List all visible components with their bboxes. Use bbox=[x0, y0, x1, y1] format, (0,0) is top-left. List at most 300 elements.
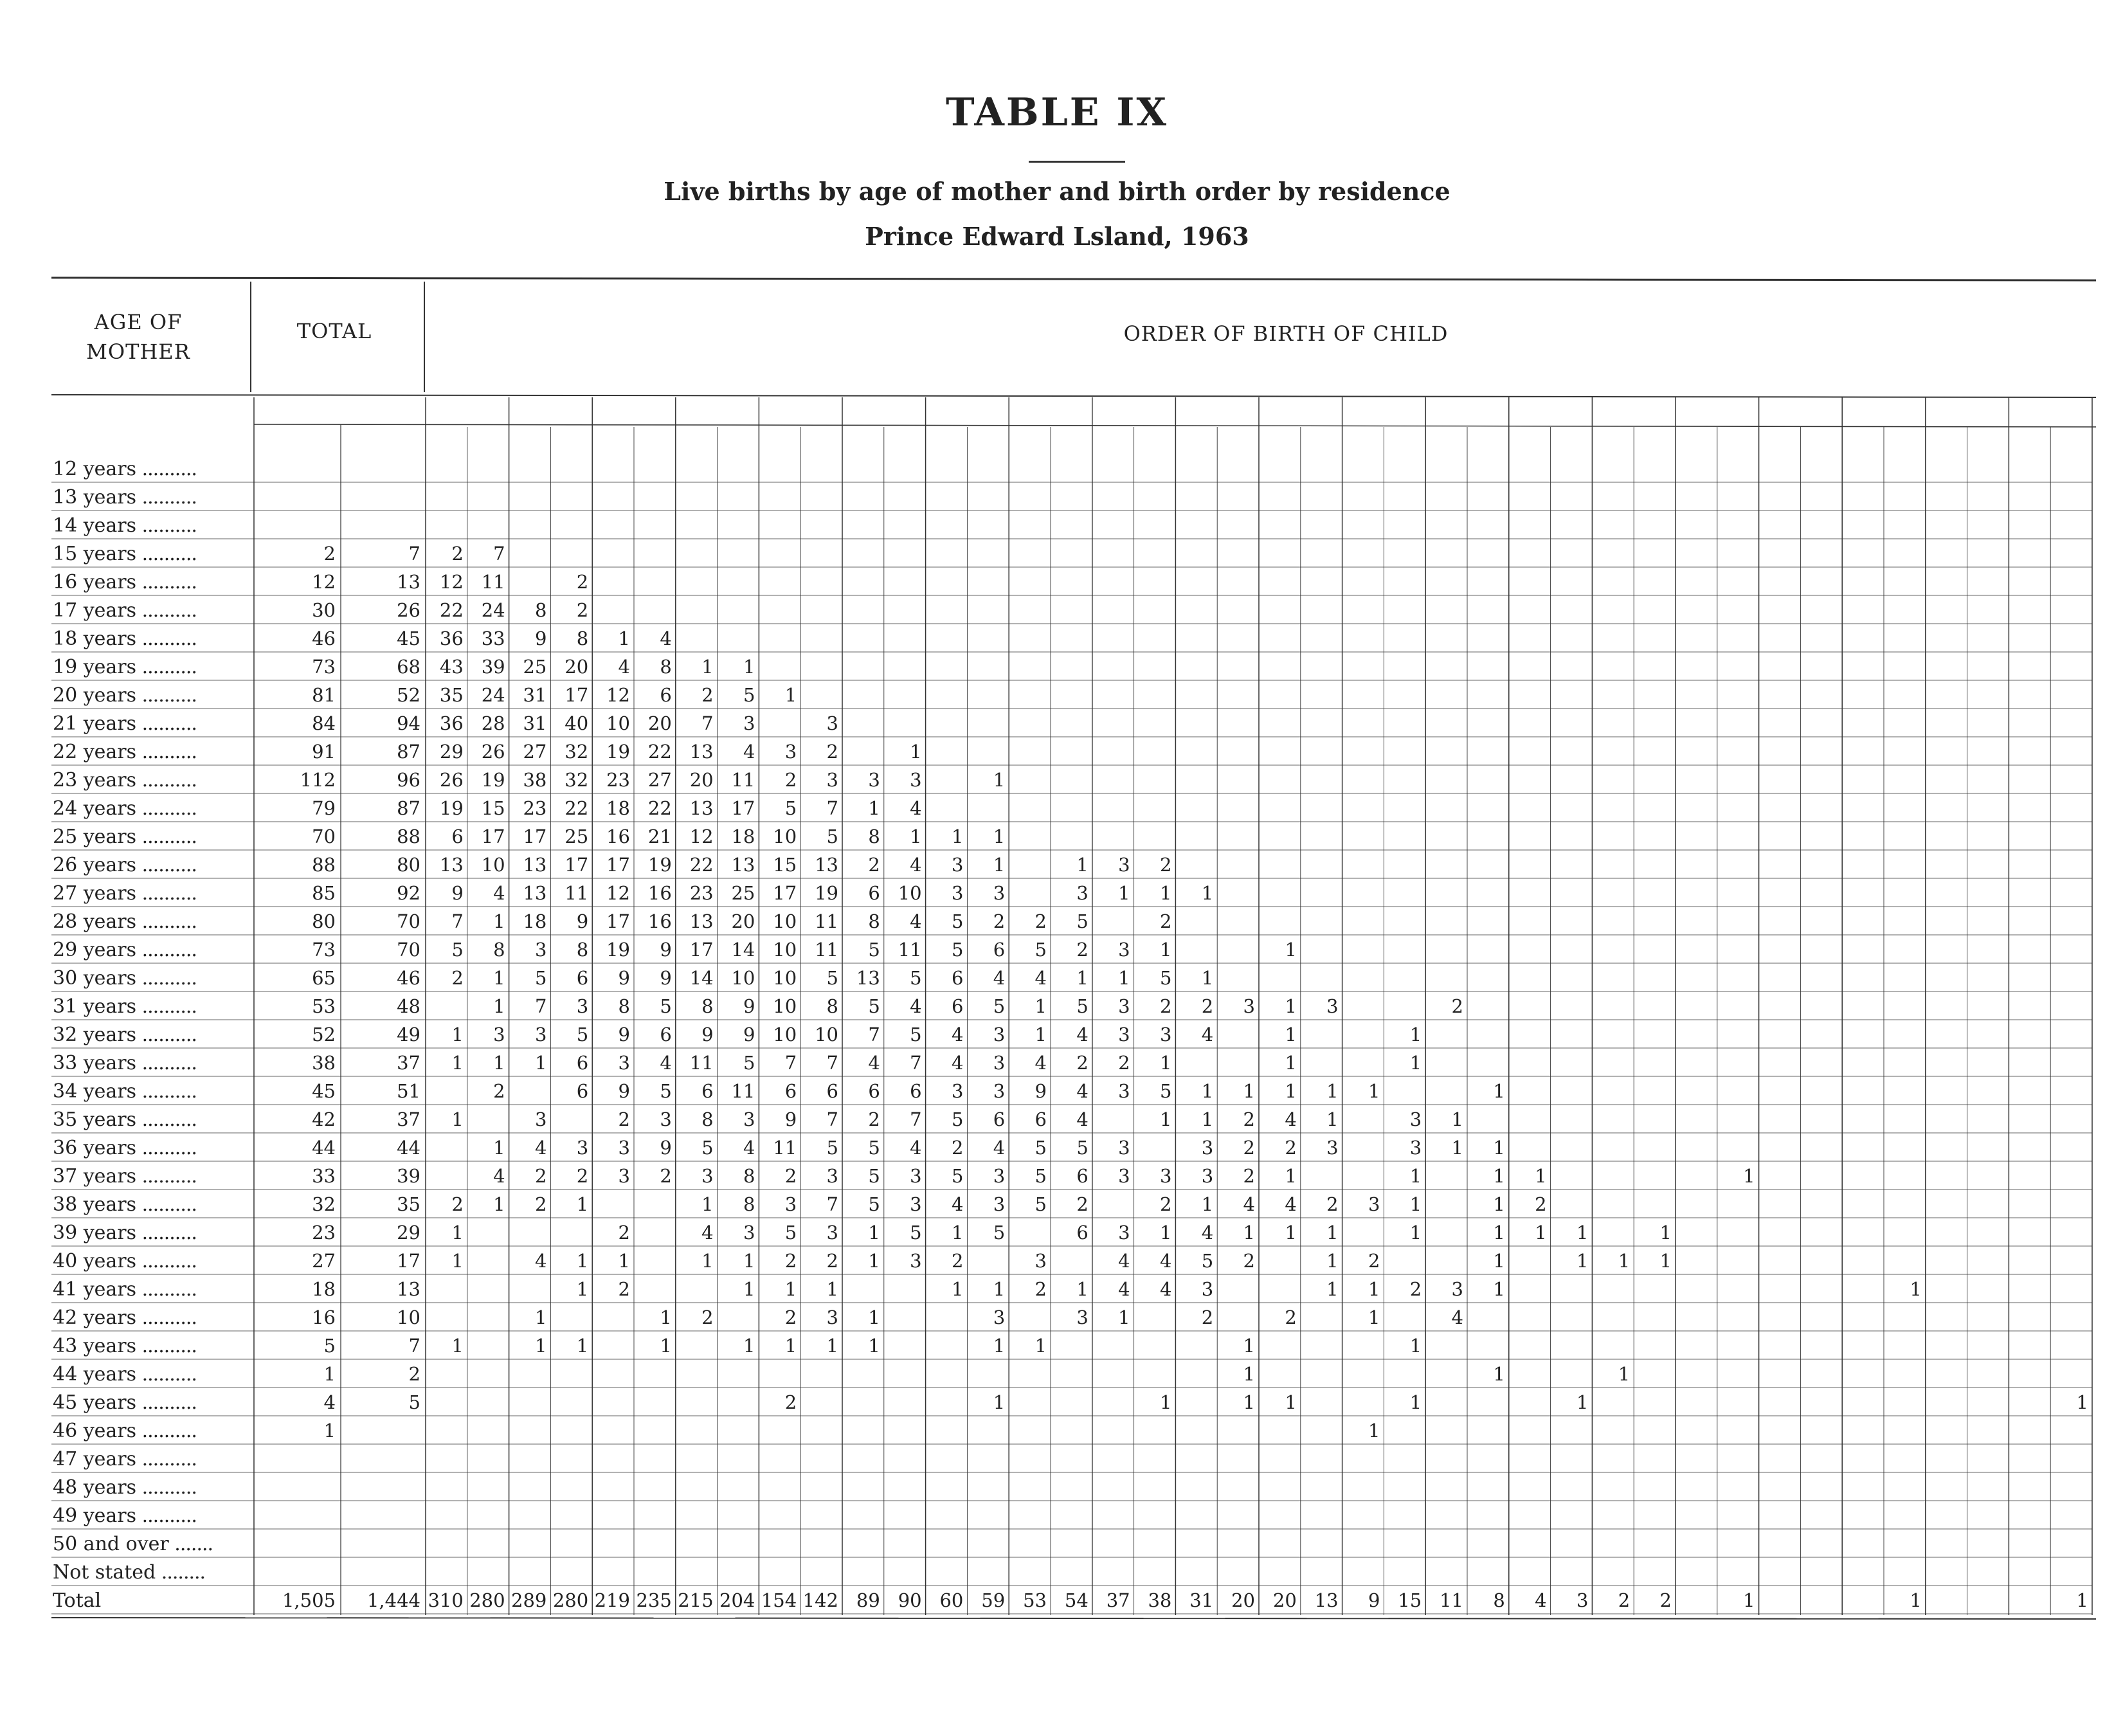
order-cell: 1 bbox=[1409, 1052, 1422, 1074]
order-cell: 10 bbox=[815, 1024, 838, 1045]
order-cell: 2 bbox=[701, 684, 714, 706]
order-cell: 6 bbox=[826, 1080, 838, 1102]
mf-header-rule bbox=[254, 424, 2096, 427]
order-cell: 1 bbox=[1159, 1108, 1172, 1130]
order-cell: 4 bbox=[868, 1052, 880, 1074]
subtitle-place-year: Prince Edward Lsland, 1963 bbox=[865, 222, 1249, 251]
leader-dots: .......... bbox=[136, 656, 197, 678]
order-cell: 10 bbox=[481, 854, 505, 876]
male-total: 44 bbox=[312, 1137, 336, 1159]
order-cell: 23 bbox=[606, 769, 630, 791]
order-cell: 11 bbox=[815, 910, 838, 932]
row-label-text: 20 years bbox=[53, 684, 137, 707]
row-label bbox=[53, 1363, 249, 1386]
row-label bbox=[53, 1448, 249, 1470]
order-cell: 21 bbox=[647, 826, 672, 847]
male-total: 1 bbox=[323, 1363, 336, 1385]
order-cell: 3 bbox=[618, 1165, 630, 1187]
order-cell: 3 bbox=[576, 995, 589, 1017]
female-total: 70 bbox=[397, 910, 420, 932]
male-total: 1 bbox=[323, 1420, 336, 1442]
order-cell: 5 bbox=[826, 826, 838, 847]
leader-dots: .......... bbox=[136, 910, 197, 933]
order-cell: 142 bbox=[802, 1589, 838, 1611]
leader-dots: .......... bbox=[136, 995, 197, 1018]
order-cell: 1 bbox=[1285, 1080, 1297, 1102]
order-cell: 2 bbox=[534, 1165, 547, 1187]
order-cell: 1 bbox=[1409, 1193, 1422, 1215]
row-label-text: 50 and over bbox=[53, 1533, 169, 1555]
order-cell: 13 bbox=[523, 882, 547, 904]
row-label-text: 39 years bbox=[53, 1222, 137, 1244]
order-cell: 53 bbox=[1023, 1589, 1047, 1611]
order-cell: 3 bbox=[951, 882, 964, 904]
order-cell: 1 bbox=[534, 1335, 547, 1357]
row-label bbox=[53, 628, 249, 650]
order-cell: 1 bbox=[1368, 1080, 1380, 1102]
order-cell: 17 bbox=[689, 939, 714, 961]
order-cell: 1 bbox=[1243, 1080, 1255, 1102]
order-cell: 1 bbox=[951, 826, 964, 847]
order-cell: 8 bbox=[701, 1108, 714, 1130]
row-label-text: 21 years bbox=[53, 712, 137, 735]
order-cell: 4 bbox=[534, 1250, 547, 1272]
order-cell: 22 bbox=[439, 599, 464, 621]
row-label bbox=[53, 741, 249, 763]
order-cell: 20 bbox=[565, 656, 589, 678]
order-cell: 2 bbox=[1118, 1052, 1130, 1074]
order-cell: 3 bbox=[1159, 1165, 1172, 1187]
order-cell: 2 bbox=[784, 769, 797, 791]
order-cell: 3 bbox=[1118, 939, 1130, 961]
order-cell: 36 bbox=[439, 712, 464, 734]
row-label bbox=[53, 1024, 249, 1046]
order-cell: 6 bbox=[701, 1080, 714, 1102]
female-total: 37 bbox=[397, 1108, 420, 1130]
order-cell: 6 bbox=[993, 939, 1006, 961]
order-cell: 1 bbox=[2076, 1589, 2088, 1611]
order-cell: 31 bbox=[523, 684, 547, 706]
order-cell: 13 bbox=[856, 967, 880, 989]
order-cell: 5 bbox=[910, 1222, 922, 1243]
order-cell: 3 bbox=[993, 1024, 1006, 1045]
leader-dots: .......... bbox=[136, 1165, 197, 1188]
female-total: 70 bbox=[397, 939, 420, 961]
row-label bbox=[53, 486, 249, 509]
male-total: 53 bbox=[312, 995, 336, 1017]
order-cell: 5 bbox=[1159, 1080, 1172, 1102]
order-cell: 3 bbox=[826, 1222, 838, 1243]
order-cell: 6 bbox=[576, 1052, 589, 1074]
top-rule bbox=[51, 278, 2096, 280]
order-cell: 2 bbox=[1326, 1193, 1339, 1215]
row-label-text: 17 years bbox=[53, 599, 137, 622]
order-cell: 2 bbox=[618, 1108, 630, 1130]
order-cell: 204 bbox=[719, 1589, 755, 1611]
order-cell: 2 bbox=[1535, 1193, 1547, 1215]
row-label bbox=[53, 599, 249, 622]
page-title: TABLE IX bbox=[945, 90, 1169, 135]
order-cell: 5 bbox=[826, 967, 838, 989]
row-label-text: 12 years bbox=[53, 458, 137, 480]
order-cell: 1 bbox=[576, 1193, 589, 1215]
order-cell: 2 bbox=[1159, 854, 1172, 876]
order-cell: 3 bbox=[993, 1307, 1006, 1328]
order-cell: 6 bbox=[576, 967, 589, 989]
order-cell: 3 bbox=[493, 1024, 505, 1045]
order-cell: 5 bbox=[1034, 1137, 1047, 1159]
row-label bbox=[53, 1335, 249, 1357]
order-cell: 4 bbox=[1076, 1108, 1089, 1130]
order-cell: 4 bbox=[1076, 1080, 1089, 1102]
order-cell: 1 bbox=[1285, 1222, 1297, 1243]
order-cell: 9 bbox=[451, 882, 464, 904]
order-header-rule bbox=[51, 395, 2096, 397]
leader-dots: .......... bbox=[136, 1024, 197, 1046]
order-cell: 13 bbox=[689, 741, 714, 763]
order-cell: 1 bbox=[868, 1307, 880, 1328]
order-cell: 9 bbox=[660, 939, 672, 961]
order-cell: 3 bbox=[784, 741, 797, 763]
row-label bbox=[53, 1561, 249, 1584]
order-cell: 15 bbox=[481, 797, 505, 819]
order-cell: 2 bbox=[1159, 1193, 1172, 1215]
order-cell: 5 bbox=[784, 1222, 797, 1243]
male-total: 65 bbox=[312, 967, 336, 989]
order-cell: 39 bbox=[481, 656, 505, 678]
order-cell: 3 bbox=[534, 1108, 547, 1130]
order-cell: 1 bbox=[493, 1193, 505, 1215]
order-cell: 12 bbox=[606, 882, 630, 904]
order-cell: 2 bbox=[1618, 1589, 1631, 1611]
order-cell: 3 bbox=[1451, 1278, 1463, 1300]
row-label-text: 38 years bbox=[53, 1193, 137, 1216]
order-cell: 4 bbox=[951, 1024, 964, 1045]
order-cell: 8 bbox=[1493, 1589, 1505, 1611]
order-of-birth-header: ORDER OF BIRTH OF CHILD bbox=[1123, 321, 1449, 346]
order-cell: 4 bbox=[1076, 1024, 1089, 1045]
order-cell: 1 bbox=[1576, 1391, 1589, 1413]
order-cell: 1 bbox=[576, 1250, 589, 1272]
order-cell: 20 bbox=[731, 910, 755, 932]
order-cell: 5 bbox=[1076, 1137, 1089, 1159]
order-cell: 1 bbox=[1118, 967, 1130, 989]
order-cell: 13 bbox=[439, 854, 464, 876]
order-cell: 2 bbox=[1285, 1307, 1297, 1328]
order-cell: 1 bbox=[1451, 1137, 1463, 1159]
order-cell: 3 bbox=[910, 769, 922, 791]
order-cell: 5 bbox=[534, 967, 547, 989]
row-label bbox=[53, 656, 249, 678]
order-cell: 11 bbox=[689, 1052, 714, 1074]
order-cell: 8 bbox=[743, 1193, 755, 1215]
order-cell: 1 bbox=[868, 797, 880, 819]
female-total: 51 bbox=[397, 1080, 420, 1102]
order-cell: 2 bbox=[1243, 1137, 1255, 1159]
order-cell: 5 bbox=[951, 939, 964, 961]
order-cell: 12 bbox=[606, 684, 630, 706]
order-cell: 1 bbox=[993, 769, 1006, 791]
order-cell: 6 bbox=[868, 882, 880, 904]
order-cell: 8 bbox=[660, 656, 672, 678]
order-cell: 2 bbox=[701, 1307, 714, 1328]
order-cell: 5 bbox=[951, 910, 964, 932]
order-cell: 1 bbox=[868, 1222, 880, 1243]
order-cell: 43 bbox=[439, 656, 464, 678]
female-total: 5 bbox=[408, 1391, 420, 1413]
order-cell: 1 bbox=[701, 656, 714, 678]
order-cell: 25 bbox=[565, 826, 589, 847]
leader-dots: .......... bbox=[136, 458, 197, 480]
order-cell: 37 bbox=[1106, 1589, 1130, 1611]
order-cell: 5 bbox=[743, 1052, 755, 1074]
row-label-text: 33 years bbox=[53, 1052, 137, 1074]
order-cell: 3 bbox=[618, 1137, 630, 1159]
row-label bbox=[53, 1222, 249, 1244]
order-cell: 2 bbox=[1659, 1589, 1672, 1611]
order-cell: 4 bbox=[1159, 1278, 1172, 1300]
order-cell: 6 bbox=[993, 1108, 1006, 1130]
order-cell: 7 bbox=[868, 1024, 880, 1045]
row-label-text: 23 years bbox=[53, 769, 137, 791]
order-cell: 3 bbox=[576, 1137, 589, 1159]
order-cell: 1 bbox=[576, 1278, 589, 1300]
order-cell: 1 bbox=[1493, 1222, 1505, 1243]
order-cell: 3 bbox=[951, 1080, 964, 1102]
order-cell: 4 bbox=[951, 1193, 964, 1215]
order-cell: 1 bbox=[910, 826, 922, 847]
order-cell: 11 bbox=[773, 1137, 797, 1159]
order-cell: 3 bbox=[826, 712, 838, 734]
order-cell: 16 bbox=[606, 826, 630, 847]
order-cell: 10 bbox=[773, 910, 797, 932]
female-total: 13 bbox=[397, 571, 420, 593]
order-cell: 215 bbox=[678, 1589, 714, 1611]
order-cell: 8 bbox=[701, 995, 714, 1017]
row-label bbox=[53, 543, 249, 565]
leader-dots: .......... bbox=[136, 1420, 197, 1442]
order-cell: 1 bbox=[1409, 1165, 1422, 1187]
order-cell: 8 bbox=[618, 995, 630, 1017]
male-total: 4 bbox=[323, 1391, 336, 1413]
order-cell: 6 bbox=[576, 1080, 589, 1102]
order-cell: 19 bbox=[481, 769, 505, 791]
order-cell: 5 bbox=[951, 1165, 964, 1187]
order-cell: 15 bbox=[773, 854, 797, 876]
order-cell: 1 bbox=[1201, 1108, 1214, 1130]
order-cell: 3 bbox=[951, 854, 964, 876]
female-total: 48 bbox=[397, 995, 420, 1017]
row-label bbox=[53, 1108, 249, 1131]
order-cell: 5 bbox=[951, 1108, 964, 1130]
row-label bbox=[53, 1391, 249, 1414]
row-label bbox=[53, 1589, 249, 1612]
order-cell: 1 bbox=[534, 1052, 547, 1074]
order-cell: 8 bbox=[826, 995, 838, 1017]
order-cell: 1 bbox=[1326, 1080, 1339, 1102]
order-cell: 10 bbox=[731, 967, 755, 989]
row-label bbox=[53, 458, 249, 480]
order-cell: 2 bbox=[576, 571, 589, 593]
male-total: 5 bbox=[323, 1335, 336, 1357]
order-cell: 1 bbox=[1243, 1335, 1255, 1357]
order-cell: 3 bbox=[1368, 1193, 1380, 1215]
order-cell: 5 bbox=[910, 967, 922, 989]
leader-dots: .......... bbox=[136, 1476, 197, 1499]
order-cell: 7 bbox=[701, 712, 714, 734]
order-cell: 1 bbox=[1076, 1278, 1089, 1300]
order-cell: 5 bbox=[743, 684, 755, 706]
order-cell: 4 bbox=[910, 910, 922, 932]
order-cell: 8 bbox=[576, 939, 589, 961]
male-total: 79 bbox=[312, 797, 336, 819]
order-cell: 3 bbox=[993, 1080, 1006, 1102]
female-total: 39 bbox=[397, 1165, 420, 1187]
leader-dots: .......... bbox=[136, 741, 197, 763]
order-cell: 8 bbox=[493, 939, 505, 961]
order-cell: 1 bbox=[1659, 1250, 1672, 1272]
order-cell: 9 bbox=[660, 967, 672, 989]
order-cell: 1 bbox=[1576, 1222, 1589, 1243]
male-total: 32 bbox=[312, 1193, 336, 1215]
order-cell: 10 bbox=[773, 995, 797, 1017]
row-label bbox=[53, 1533, 249, 1555]
row-label-text: 30 years bbox=[53, 967, 137, 990]
row-label-text: 44 years bbox=[53, 1363, 137, 1386]
row-label bbox=[53, 712, 249, 735]
order-cell: 3 bbox=[1118, 1222, 1130, 1243]
order-cell: 1 bbox=[784, 1335, 797, 1357]
order-cell: 7 bbox=[784, 1052, 797, 1074]
order-cell: 4 bbox=[493, 1165, 505, 1187]
order-cell: 28 bbox=[481, 712, 505, 734]
order-cell: 4 bbox=[660, 1052, 672, 1074]
order-cell: 4 bbox=[910, 995, 922, 1017]
order-cell: 1 bbox=[743, 656, 755, 678]
order-cell: 2 bbox=[868, 1108, 880, 1130]
order-cell: 2 bbox=[1076, 939, 1089, 961]
leader-dots: .......... bbox=[136, 628, 197, 650]
row-label-text: 45 years bbox=[53, 1391, 137, 1414]
order-cell: 1 bbox=[1409, 1335, 1422, 1357]
order-cell: 5 bbox=[868, 939, 880, 961]
order-cell: 1 bbox=[1243, 1222, 1255, 1243]
row-label-text: 22 years bbox=[53, 741, 137, 763]
order-cell: 1 bbox=[618, 1250, 630, 1272]
order-cell: 1 bbox=[2076, 1391, 2088, 1413]
row-label-text: 37 years bbox=[53, 1165, 137, 1188]
order-cell: 18 bbox=[731, 826, 755, 847]
row-label-text: 14 years bbox=[53, 514, 137, 537]
order-cell: 1 bbox=[1409, 1222, 1422, 1243]
order-cell: 1 bbox=[493, 995, 505, 1017]
order-cell: 2 bbox=[660, 1165, 672, 1187]
order-cell: 9 bbox=[701, 1024, 714, 1045]
order-cell: 10 bbox=[773, 826, 797, 847]
order-cell: 2 bbox=[1159, 995, 1172, 1017]
order-cell: 1 bbox=[1493, 1165, 1505, 1187]
order-cell: 4 bbox=[701, 1222, 714, 1243]
order-cell: 4 bbox=[534, 1137, 547, 1159]
order-cell: 1 bbox=[826, 1278, 838, 1300]
order-cell: 4 bbox=[910, 797, 922, 819]
order-cell: 1 bbox=[1201, 882, 1214, 904]
order-cell: 20 bbox=[1231, 1589, 1255, 1611]
female-total: 29 bbox=[397, 1222, 420, 1243]
order-cell: 2 bbox=[784, 1391, 797, 1413]
order-cell: 1 bbox=[1493, 1363, 1505, 1385]
order-cell: 29 bbox=[439, 741, 464, 763]
order-cell: 27 bbox=[523, 741, 547, 763]
order-cell: 20 bbox=[689, 769, 714, 791]
male-total: 81 bbox=[312, 684, 336, 706]
order-cell: 2 bbox=[451, 967, 464, 989]
order-cell: 3 bbox=[534, 1024, 547, 1045]
order-cell: 1 bbox=[868, 1250, 880, 1272]
leader-dots: .......... bbox=[136, 599, 197, 622]
order-cell: 10 bbox=[773, 967, 797, 989]
row-label-text: 25 years bbox=[53, 826, 137, 848]
row-label-text: 18 years bbox=[53, 628, 137, 650]
order-cell: 13 bbox=[523, 854, 547, 876]
order-cell: 1 bbox=[826, 1335, 838, 1357]
row-label bbox=[53, 1307, 249, 1329]
order-cell: 2 bbox=[868, 854, 880, 876]
order-cell: 3 bbox=[1326, 1137, 1339, 1159]
order-cell: 1 bbox=[493, 967, 505, 989]
order-cell: 2 bbox=[951, 1137, 964, 1159]
leader-dots: .......... bbox=[136, 1108, 197, 1131]
order-cell: 4 bbox=[910, 854, 922, 876]
order-cell: 2 bbox=[784, 1307, 797, 1328]
female-total: 2 bbox=[408, 1363, 420, 1385]
order-cell: 5 bbox=[868, 1193, 880, 1215]
order-cell: 3 bbox=[534, 939, 547, 961]
female-total: 94 bbox=[397, 712, 420, 734]
male-total: 1,505 bbox=[282, 1589, 336, 1611]
order-cell: 11 bbox=[815, 939, 838, 961]
order-cell: 6 bbox=[1034, 1108, 1047, 1130]
order-cell: 90 bbox=[898, 1589, 922, 1611]
order-cell: 280 bbox=[469, 1589, 505, 1611]
order-cell: 4 bbox=[1034, 1052, 1047, 1074]
order-cell: 1 bbox=[1618, 1363, 1631, 1385]
order-cell: 1 bbox=[1493, 1137, 1505, 1159]
order-cell: 2 bbox=[1034, 1278, 1047, 1300]
male-total: 52 bbox=[312, 1024, 336, 1045]
order-cell: 22 bbox=[565, 797, 589, 819]
row-label-text: 31 years bbox=[53, 995, 137, 1018]
order-cell: 1 bbox=[1159, 1052, 1172, 1074]
row-label bbox=[53, 1137, 249, 1159]
female-total: 7 bbox=[408, 1335, 420, 1357]
row-label-text: Total bbox=[53, 1589, 102, 1612]
order-cell: 40 bbox=[565, 712, 589, 734]
order-cell: 2 bbox=[1201, 995, 1214, 1017]
order-cell: 4 bbox=[1243, 1193, 1255, 1215]
order-cell: 1 bbox=[451, 1335, 464, 1357]
row-label-text: 16 years bbox=[53, 571, 137, 593]
order-cell: 1 bbox=[451, 1250, 464, 1272]
order-cell: 6 bbox=[951, 995, 964, 1017]
order-cell: 19 bbox=[815, 882, 838, 904]
order-cell: 20 bbox=[647, 712, 672, 734]
order-cell: 1 bbox=[1034, 1024, 1047, 1045]
row-label-text: 27 years bbox=[53, 882, 137, 905]
order-cell: 14 bbox=[689, 967, 714, 989]
total-header: TOTAL bbox=[296, 319, 372, 343]
order-cell: 5 bbox=[1076, 995, 1089, 1017]
